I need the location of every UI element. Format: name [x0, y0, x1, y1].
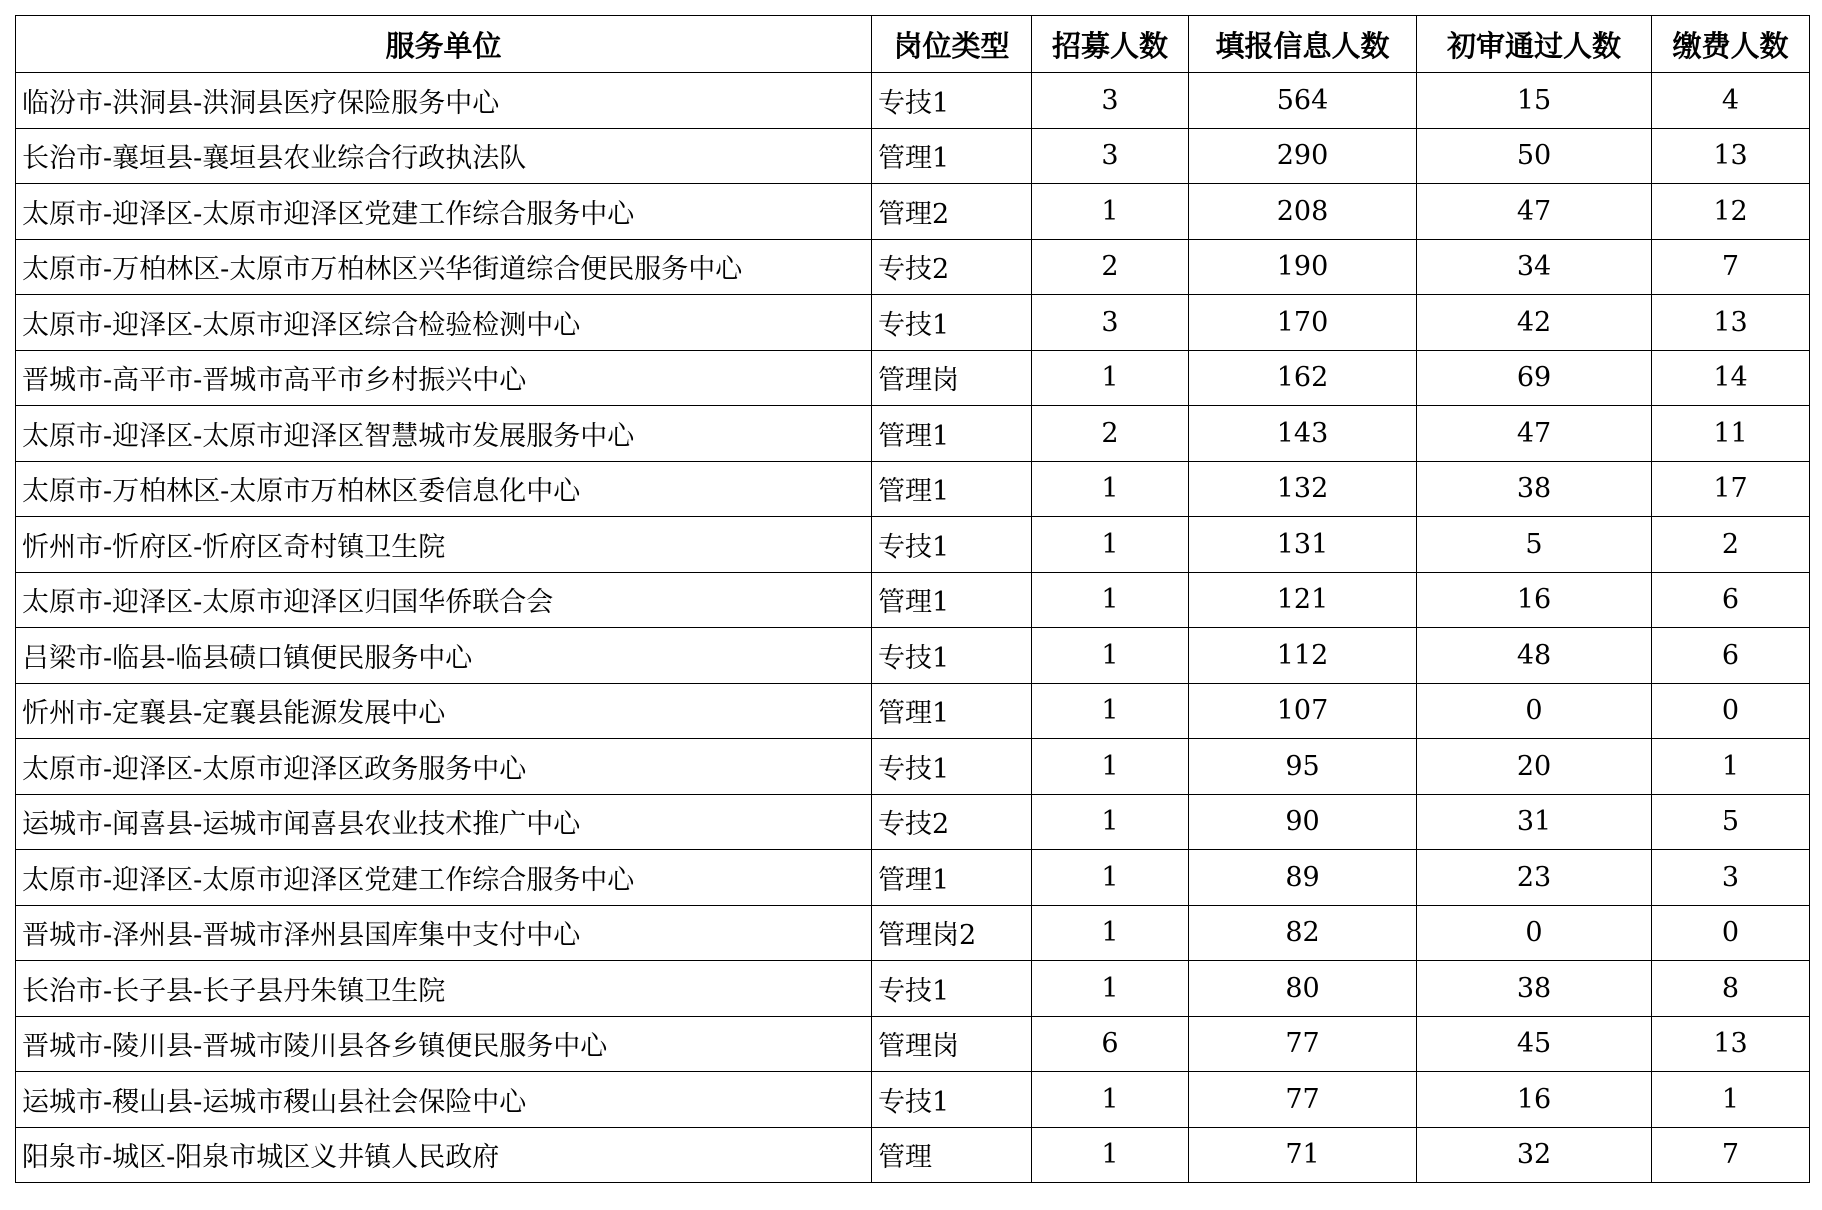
table-row — [16, 794, 1810, 850]
cell-position-type: 专技1 — [872, 73, 1032, 129]
header-service-unit: 服务单位 — [16, 16, 872, 73]
cell-recruit-count: 3 — [1032, 295, 1189, 351]
table-body — [16, 73, 1810, 1183]
cell-passed-count: 23 — [1417, 850, 1652, 906]
cell-recruit-count: 1 — [1032, 350, 1189, 406]
header-filled-count: 填报信息人数 — [1189, 16, 1417, 73]
cell-position-type: 专技1 — [872, 295, 1032, 351]
cell-position-type: 管理1 — [872, 128, 1032, 184]
cell-service-unit: 太原市-迎泽区-太原市迎泽区党建工作综合服务中心 — [16, 184, 872, 240]
cell-paid-count: 17 — [1652, 461, 1810, 517]
cell-position-type: 专技1 — [872, 961, 1032, 1017]
cell-position-type: 管理1 — [872, 572, 1032, 628]
cell-recruit-count: 1 — [1032, 184, 1189, 240]
cell-filled-count: 107 — [1189, 683, 1417, 739]
cell-recruit-count: 3 — [1032, 73, 1189, 129]
header-passed-count: 初审通过人数 — [1417, 16, 1652, 73]
cell-filled-count: 95 — [1189, 739, 1417, 795]
cell-recruit-count: 1 — [1032, 961, 1189, 1017]
cell-recruit-count: 1 — [1032, 628, 1189, 684]
table-row — [16, 73, 1810, 129]
cell-position-type: 专技1 — [872, 1072, 1032, 1128]
header-row — [16, 16, 1810, 73]
cell-filled-count: 71 — [1189, 1127, 1417, 1183]
cell-position-type: 专技1 — [872, 628, 1032, 684]
table-row — [16, 517, 1810, 573]
cell-service-unit: 太原市-迎泽区-太原市迎泽区党建工作综合服务中心 — [16, 850, 872, 906]
cell-paid-count: 14 — [1652, 350, 1810, 406]
cell-position-type: 管理2 — [872, 184, 1032, 240]
table-row — [16, 1016, 1810, 1072]
header-position-type: 岗位类型 — [872, 16, 1032, 73]
spreadsheet — [15, 15, 1810, 1183]
table-row — [16, 1072, 1810, 1128]
cell-service-unit: 阳泉市-城区-阳泉市城区义井镇人民政府 — [16, 1127, 872, 1183]
cell-recruit-count: 1 — [1032, 1127, 1189, 1183]
cell-filled-count: 132 — [1189, 461, 1417, 517]
cell-recruit-count: 2 — [1032, 239, 1189, 295]
cell-paid-count: 13 — [1652, 1016, 1810, 1072]
cell-recruit-count: 1 — [1032, 905, 1189, 961]
cell-passed-count: 42 — [1417, 295, 1652, 351]
cell-recruit-count: 1 — [1032, 1072, 1189, 1128]
cell-recruit-count: 6 — [1032, 1016, 1189, 1072]
cell-recruit-count: 2 — [1032, 406, 1189, 462]
cell-passed-count: 16 — [1417, 572, 1652, 628]
cell-service-unit: 长治市-襄垣县-襄垣县农业综合行政执法队 — [16, 128, 872, 184]
cell-paid-count: 0 — [1652, 905, 1810, 961]
cell-position-type: 专技1 — [872, 739, 1032, 795]
cell-passed-count: 47 — [1417, 184, 1652, 240]
cell-service-unit: 太原市-万柏林区-太原市万柏林区委信息化中心 — [16, 461, 872, 517]
cell-paid-count: 13 — [1652, 128, 1810, 184]
cell-passed-count: 16 — [1417, 1072, 1652, 1128]
cell-paid-count: 11 — [1652, 406, 1810, 462]
cell-filled-count: 143 — [1189, 406, 1417, 462]
table-row — [16, 406, 1810, 462]
cell-service-unit: 太原市-迎泽区-太原市迎泽区智慧城市发展服务中心 — [16, 406, 872, 462]
cell-paid-count: 3 — [1652, 850, 1810, 906]
cell-passed-count: 32 — [1417, 1127, 1652, 1183]
cell-filled-count: 564 — [1189, 73, 1417, 129]
cell-passed-count: 15 — [1417, 73, 1652, 129]
cell-position-type: 管理岗2 — [872, 905, 1032, 961]
cell-filled-count: 121 — [1189, 572, 1417, 628]
cell-filled-count: 89 — [1189, 850, 1417, 906]
cell-service-unit: 运城市-闻喜县-运城市闻喜县农业技术推广中心 — [16, 794, 872, 850]
cell-passed-count: 69 — [1417, 350, 1652, 406]
table-row — [16, 295, 1810, 351]
cell-passed-count: 34 — [1417, 239, 1652, 295]
cell-service-unit: 运城市-稷山县-运城市稷山县社会保险中心 — [16, 1072, 872, 1128]
table-row — [16, 461, 1810, 517]
table-row — [16, 128, 1810, 184]
cell-position-type: 专技2 — [872, 794, 1032, 850]
cell-passed-count: 31 — [1417, 794, 1652, 850]
cell-paid-count: 12 — [1652, 184, 1810, 240]
cell-position-type: 管理1 — [872, 683, 1032, 739]
cell-recruit-count: 1 — [1032, 739, 1189, 795]
cell-filled-count: 162 — [1189, 350, 1417, 406]
table-row — [16, 850, 1810, 906]
cell-service-unit: 晋城市-高平市-晋城市高平市乡村振兴中心 — [16, 350, 872, 406]
cell-recruit-count: 1 — [1032, 683, 1189, 739]
header-recruit-count: 招募人数 — [1032, 16, 1189, 73]
cell-passed-count: 48 — [1417, 628, 1652, 684]
cell-recruit-count: 1 — [1032, 794, 1189, 850]
cell-filled-count: 112 — [1189, 628, 1417, 684]
cell-paid-count: 13 — [1652, 295, 1810, 351]
cell-service-unit: 晋城市-泽州县-晋城市泽州县国库集中支付中心 — [16, 905, 872, 961]
table-row — [16, 350, 1810, 406]
table-row — [16, 905, 1810, 961]
cell-recruit-count: 1 — [1032, 517, 1189, 573]
cell-position-type: 专技1 — [872, 517, 1032, 573]
cell-service-unit: 长治市-长子县-长子县丹朱镇卫生院 — [16, 961, 872, 1017]
cell-passed-count: 38 — [1417, 461, 1652, 517]
cell-paid-count: 4 — [1652, 73, 1810, 129]
cell-filled-count: 77 — [1189, 1016, 1417, 1072]
cell-position-type: 管理1 — [872, 850, 1032, 906]
cell-filled-count: 77 — [1189, 1072, 1417, 1128]
cell-paid-count: 6 — [1652, 628, 1810, 684]
header-paid-count: 缴费人数 — [1652, 16, 1810, 73]
table-row — [16, 628, 1810, 684]
table-row — [16, 1127, 1810, 1183]
cell-position-type: 管理1 — [872, 461, 1032, 517]
cell-service-unit: 晋城市-陵川县-晋城市陵川县各乡镇便民服务中心 — [16, 1016, 872, 1072]
cell-filled-count: 82 — [1189, 905, 1417, 961]
cell-paid-count: 0 — [1652, 683, 1810, 739]
cell-paid-count: 7 — [1652, 239, 1810, 295]
cell-filled-count: 170 — [1189, 295, 1417, 351]
cell-position-type: 专技2 — [872, 239, 1032, 295]
cell-passed-count: 47 — [1417, 406, 1652, 462]
cell-passed-count: 20 — [1417, 739, 1652, 795]
cell-recruit-count: 3 — [1032, 128, 1189, 184]
cell-passed-count: 38 — [1417, 961, 1652, 1017]
cell-paid-count: 7 — [1652, 1127, 1810, 1183]
table-row — [16, 683, 1810, 739]
cell-service-unit: 忻州市-忻府区-忻府区奇村镇卫生院 — [16, 517, 872, 573]
recruitment-table — [15, 15, 1810, 1183]
cell-filled-count: 190 — [1189, 239, 1417, 295]
cell-recruit-count: 1 — [1032, 461, 1189, 517]
cell-service-unit: 太原市-迎泽区-太原市迎泽区归国华侨联合会 — [16, 572, 872, 628]
cell-service-unit: 临汾市-洪洞县-洪洞县医疗保险服务中心 — [16, 73, 872, 129]
cell-paid-count: 2 — [1652, 517, 1810, 573]
cell-service-unit: 太原市-迎泽区-太原市迎泽区综合检验检测中心 — [16, 295, 872, 351]
cell-recruit-count: 1 — [1032, 850, 1189, 906]
cell-position-type: 管理 — [872, 1127, 1032, 1183]
cell-filled-count: 290 — [1189, 128, 1417, 184]
cell-paid-count: 1 — [1652, 739, 1810, 795]
cell-passed-count: 45 — [1417, 1016, 1652, 1072]
table-row — [16, 184, 1810, 240]
table-row — [16, 239, 1810, 295]
table-row — [16, 739, 1810, 795]
cell-service-unit: 忻州市-定襄县-定襄县能源发展中心 — [16, 683, 872, 739]
cell-service-unit: 太原市-万柏林区-太原市万柏林区兴华街道综合便民服务中心 — [16, 239, 872, 295]
cell-service-unit: 太原市-迎泽区-太原市迎泽区政务服务中心 — [16, 739, 872, 795]
cell-position-type: 管理岗 — [872, 1016, 1032, 1072]
cell-filled-count: 80 — [1189, 961, 1417, 1017]
cell-passed-count: 50 — [1417, 128, 1652, 184]
cell-service-unit: 吕梁市-临县-临县碛口镇便民服务中心 — [16, 628, 872, 684]
cell-filled-count: 208 — [1189, 184, 1417, 240]
cell-paid-count: 8 — [1652, 961, 1810, 1017]
table-row — [16, 572, 1810, 628]
cell-position-type: 管理岗 — [872, 350, 1032, 406]
cell-passed-count: 0 — [1417, 683, 1652, 739]
cell-passed-count: 0 — [1417, 905, 1652, 961]
cell-paid-count: 6 — [1652, 572, 1810, 628]
cell-position-type: 管理1 — [872, 406, 1032, 462]
cell-passed-count: 5 — [1417, 517, 1652, 573]
cell-filled-count: 131 — [1189, 517, 1417, 573]
table-row — [16, 961, 1810, 1017]
cell-paid-count: 1 — [1652, 1072, 1810, 1128]
cell-recruit-count: 1 — [1032, 572, 1189, 628]
cell-filled-count: 90 — [1189, 794, 1417, 850]
cell-paid-count: 5 — [1652, 794, 1810, 850]
